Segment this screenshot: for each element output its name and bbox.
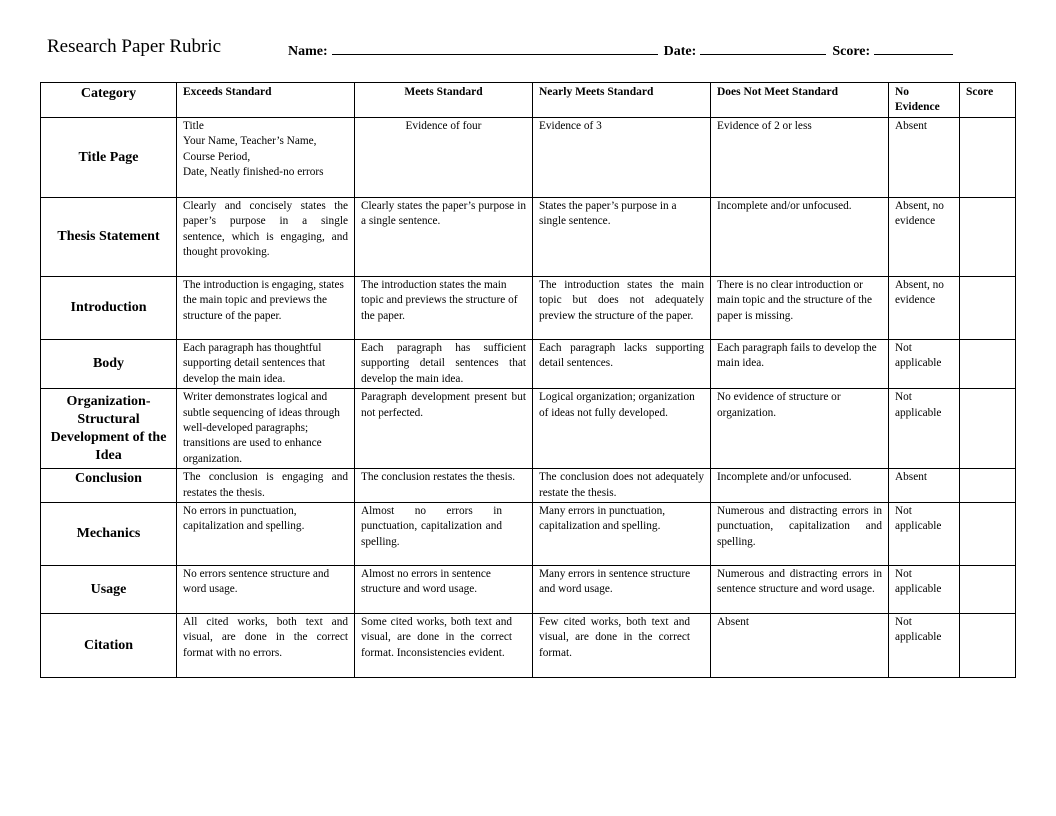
does-not-cell: Incomplete and/or unfocused. bbox=[711, 198, 889, 277]
no-evidence-cell: Not applicable bbox=[889, 389, 960, 469]
exceeds-cell bbox=[177, 118, 355, 198]
meets-cell: Almost no errors in punctuation, capitalization and spelling. bbox=[355, 503, 533, 566]
exceeds-cell: No errors in punctuation, capitalization and spelling. bbox=[177, 503, 355, 566]
does-not-cell: Numerous and distracting errors in sentence structure and word usage. bbox=[711, 566, 889, 614]
category-cell: Citation bbox=[41, 614, 177, 678]
no-evidence-cell: Absent, no evidence bbox=[889, 198, 960, 277]
exceeds-cell: All cited works, both text and visual, are done in the correct format with no errors. bbox=[177, 614, 355, 678]
exceeds-line: Title bbox=[183, 120, 204, 132]
no-evidence-cell: Absent bbox=[889, 469, 960, 503]
score-cell[interactable] bbox=[960, 469, 1016, 503]
meets-cell: Each paragraph has sufficient supporting detail sentences that develop the main idea. bbox=[355, 340, 533, 389]
score-cell[interactable] bbox=[960, 614, 1016, 678]
category-cell: Thesis Statement bbox=[41, 198, 177, 277]
name-blank bbox=[332, 41, 658, 55]
table-row bbox=[41, 503, 1016, 566]
does-not-cell: There is no clear introduction or main topic and the structure of the paper is missing. bbox=[711, 277, 889, 340]
category-cell: Usage bbox=[41, 566, 177, 614]
nearly-cell: The introduction states the main topic but does not adequately preview the structure of the paper. bbox=[533, 277, 711, 340]
meets-cell: Some cited works, both text and visual, are done in the correct format. Inconsistencies evident. bbox=[355, 614, 533, 678]
name-label: Name: bbox=[288, 44, 328, 59]
no-evidence-cell: Not applicable bbox=[889, 566, 960, 614]
column-header-no-evidence: No Evidence bbox=[889, 83, 960, 118]
meets-cell: The conclusion restates the thesis. bbox=[355, 469, 533, 503]
score-cell[interactable] bbox=[960, 503, 1016, 566]
document-title: Research Paper Rubric bbox=[47, 36, 222, 57]
score-cell[interactable] bbox=[960, 118, 1016, 198]
table-row bbox=[41, 566, 1016, 614]
score-cell[interactable] bbox=[960, 277, 1016, 340]
date-label: Date: bbox=[663, 44, 697, 59]
table-row bbox=[41, 340, 1016, 389]
exceeds-cell: Each paragraph has thoughtful supporting detail sentences that develop the main idea. bbox=[177, 340, 355, 389]
no-evidence-cell: Absent bbox=[889, 118, 960, 198]
no-evidence-cell: Not applicable bbox=[889, 614, 960, 678]
exceeds-cell: No errors sentence structure and word usage. bbox=[177, 566, 355, 614]
column-header-does-not: Does Not Meet Standard bbox=[711, 83, 889, 118]
score-cell[interactable] bbox=[960, 198, 1016, 277]
table-row bbox=[41, 389, 1016, 469]
no-evidence-cell: Not applicable bbox=[889, 340, 960, 389]
nearly-cell: Many errors in sentence structure and word usage. bbox=[533, 566, 711, 614]
does-not-cell: Numerous and distracting errors in punctuation, capitalization and spelling. bbox=[711, 503, 889, 566]
table-row bbox=[41, 469, 1016, 503]
rubric-table bbox=[40, 82, 1016, 678]
meets-cell: Clearly states the paper’s purpose in a single sentence. bbox=[355, 198, 533, 277]
exceeds-cell: The introduction is engaging, states the main topic and previews the structure of the paper. bbox=[177, 277, 355, 340]
student-info-fields bbox=[288, 41, 953, 60]
table-header-row bbox=[41, 83, 1016, 118]
meets-cell: Paragraph development present but not perfected. bbox=[355, 389, 533, 469]
no-evidence-cell: Absent, no evidence bbox=[889, 277, 960, 340]
exceeds-cell: Clearly and concisely states the paper’s purpose in a single sentence, which is engaging, and thought provoking. bbox=[177, 198, 355, 277]
date-blank bbox=[700, 41, 826, 55]
column-header-meets: Meets Standard bbox=[355, 83, 533, 118]
nearly-cell: Logical organization; organization of ideas not fully developed. bbox=[533, 389, 711, 469]
does-not-cell: Each paragraph fails to develop the main idea. bbox=[711, 340, 889, 389]
exceeds-line: Date, Neatly finished-no errors bbox=[183, 166, 324, 179]
category-cell: Body bbox=[41, 340, 177, 389]
score-cell[interactable] bbox=[960, 340, 1016, 389]
exceeds-line: Your Name, Teacher’s Name, bbox=[183, 135, 317, 148]
does-not-cell: Incomplete and/or unfocused. bbox=[711, 469, 889, 503]
score-cell[interactable] bbox=[960, 389, 1016, 469]
exceeds-cell: The conclusion is engaging and restates the thesis. bbox=[177, 469, 355, 503]
score-label: Score: bbox=[832, 44, 871, 59]
column-header-category: Category bbox=[41, 83, 177, 118]
does-not-cell: No evidence of structure or organization. bbox=[711, 389, 889, 469]
column-header-exceeds: Exceeds Standard bbox=[177, 83, 355, 118]
table-row bbox=[41, 198, 1016, 277]
nearly-cell: States the paper’s purpose in a single sentence. bbox=[533, 198, 711, 277]
nearly-cell: Few cited works, both text and visual, are done in the correct format. bbox=[533, 614, 711, 678]
score-cell[interactable] bbox=[960, 566, 1016, 614]
table-row bbox=[41, 277, 1016, 340]
table-row bbox=[41, 118, 1016, 198]
does-not-cell: Absent bbox=[711, 614, 889, 678]
category-cell: Conclusion bbox=[41, 469, 177, 503]
column-header-nearly: Nearly Meets Standard bbox=[533, 83, 711, 118]
no-evidence-cell: Not applicable bbox=[889, 503, 960, 566]
meets-cell: Evidence of four bbox=[355, 118, 533, 198]
exceeds-line: Course Period, bbox=[183, 150, 251, 163]
column-header-score: Score bbox=[960, 83, 1016, 118]
meets-cell: The introduction states the main topic and previews the structure of the paper. bbox=[355, 277, 533, 340]
category-cell: Mechanics bbox=[41, 503, 177, 566]
category-cell: Organization-Structural Development of the Idea bbox=[41, 389, 177, 469]
exceeds-cell: Writer demonstrates logical and subtle sequencing of ideas through well-developed paragraphs; transitions are used to enhance organization. bbox=[177, 389, 355, 469]
category-cell: Introduction bbox=[41, 277, 177, 340]
nearly-cell: Many errors in punctuation, capitalization and spelling. bbox=[533, 503, 711, 566]
does-not-cell: Evidence of 2 or less bbox=[711, 118, 889, 198]
category-cell: Title Page bbox=[41, 118, 177, 198]
document-header bbox=[47, 36, 977, 64]
nearly-cell: The conclusion does not adequately restate the thesis. bbox=[533, 469, 711, 503]
meets-cell: Almost no errors in sentence structure and word usage. bbox=[355, 566, 533, 614]
nearly-cell: Evidence of 3 bbox=[533, 118, 711, 198]
table-row bbox=[41, 614, 1016, 678]
score-blank bbox=[874, 41, 953, 55]
nearly-cell: Each paragraph lacks supporting detail sentences. bbox=[533, 340, 711, 389]
